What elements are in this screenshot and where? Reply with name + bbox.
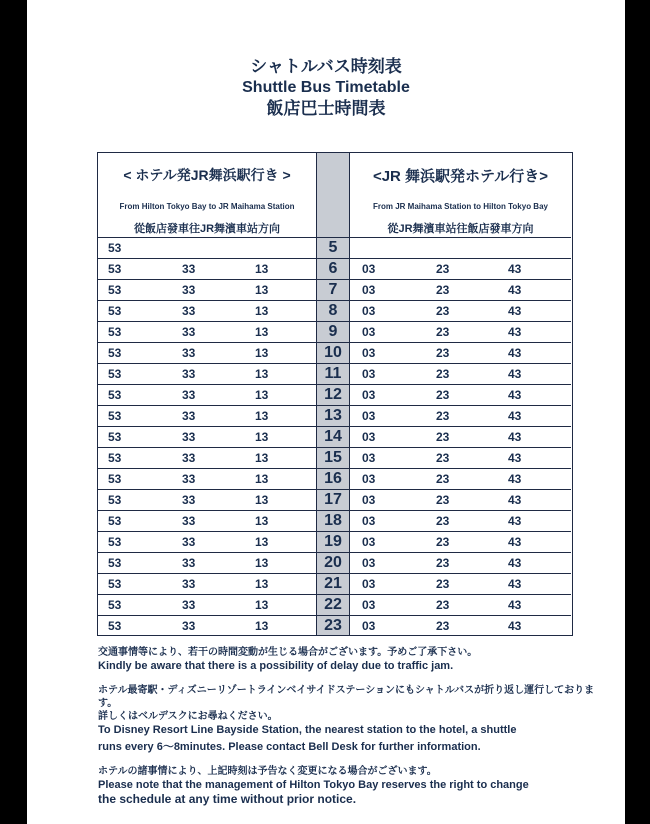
- outbound-minute: 33: [182, 451, 196, 465]
- inbound-row: [350, 238, 571, 259]
- inbound-minute: 23: [436, 262, 450, 276]
- inbound-minute: 43: [508, 493, 522, 507]
- bayside-note-jp-1: ホテル最寄駅・ディズニーリゾートラインベイサイドステーションにもシャトルバスが折り返し運行しております。: [98, 685, 595, 709]
- hour-cell: 13: [317, 406, 349, 427]
- inbound-minute: 23: [436, 430, 450, 444]
- inbound-column: [350, 153, 571, 635]
- title-japanese: シャトルバス時刻表: [250, 57, 402, 76]
- inbound-row: [350, 490, 571, 511]
- outbound-minute: 53: [108, 325, 122, 339]
- outbound-minute: 13: [255, 283, 269, 297]
- outbound-row: [98, 259, 316, 280]
- outbound-minute: 33: [182, 514, 196, 528]
- outbound-rows: [98, 237, 316, 637]
- outbound-minute: 13: [255, 346, 269, 360]
- outbound-minute: 13: [255, 472, 269, 486]
- inbound-minute: 23: [436, 556, 450, 570]
- outbound-row: [98, 553, 316, 574]
- inbound-minute: 03: [362, 556, 376, 570]
- hour-cell: 20: [317, 553, 349, 574]
- outbound-minute: 33: [182, 283, 196, 297]
- hour-column: [316, 153, 350, 635]
- outbound-row: [98, 511, 316, 532]
- page-header: [27, 56, 625, 119]
- inbound-minute: 43: [508, 262, 522, 276]
- outbound-row: [98, 490, 316, 511]
- hour-cell: 19: [317, 532, 349, 553]
- outbound-minute: 33: [182, 430, 196, 444]
- outbound-minute: 53: [108, 304, 122, 318]
- outbound-minute: 33: [182, 262, 196, 276]
- inbound-minute: 03: [362, 619, 376, 633]
- inbound-minute: 43: [508, 514, 522, 528]
- outbound-minute: 53: [108, 262, 122, 276]
- inbound-minute: 03: [362, 493, 376, 507]
- outbound-minute: 33: [182, 556, 196, 570]
- inbound-minute: 03: [362, 472, 376, 486]
- outbound-minute: 13: [255, 598, 269, 612]
- inbound-minute: 03: [362, 535, 376, 549]
- outbound-minute: 53: [108, 283, 122, 297]
- outbound-column: [98, 153, 316, 635]
- inbound-row: [350, 280, 571, 301]
- outbound-row: [98, 427, 316, 448]
- outbound-minute: 13: [255, 577, 269, 591]
- outbound-minute: 53: [108, 451, 122, 465]
- inbound-minute: 43: [508, 535, 522, 549]
- inbound-row: [350, 553, 571, 574]
- inbound-minute: 03: [362, 346, 376, 360]
- outbound-minute: 53: [108, 493, 122, 507]
- inbound-minute: 03: [362, 367, 376, 381]
- outbound-minute: 13: [255, 619, 269, 633]
- hour-cell: 22: [317, 595, 349, 616]
- outbound-minute: 13: [255, 514, 269, 528]
- outbound-minute: 53: [108, 514, 122, 528]
- inbound-minute: 03: [362, 577, 376, 591]
- inbound-minute: 23: [436, 619, 450, 633]
- inbound-minute: 23: [436, 388, 450, 402]
- bayside-note-en-2: runs every 6〜8minutes. Please contact Bell Desk for further information.: [98, 741, 481, 753]
- inbound-row: [350, 259, 571, 280]
- inbound-minute: 03: [362, 514, 376, 528]
- outbound-minute: 13: [255, 556, 269, 570]
- inbound-minute: 23: [436, 514, 450, 528]
- hour-cell: 18: [317, 511, 349, 532]
- hour-rows: [317, 237, 349, 637]
- outbound-row: [98, 385, 316, 406]
- inbound-row: [350, 511, 571, 532]
- inbound-row: [350, 301, 571, 322]
- hour-cell: 15: [317, 448, 349, 469]
- outbound-minute: 33: [182, 598, 196, 612]
- inbound-row: [350, 406, 571, 427]
- inbound-minute: 03: [362, 451, 376, 465]
- inbound-row: [350, 343, 571, 364]
- inbound-minute: 23: [436, 346, 450, 360]
- outbound-minute: 53: [108, 598, 122, 612]
- outbound-minute: 53: [108, 619, 122, 633]
- inbound-minute: 43: [508, 598, 522, 612]
- outbound-minute: 13: [255, 535, 269, 549]
- outbound-minute: 53: [108, 535, 122, 549]
- hour-cell: 21: [317, 574, 349, 595]
- outbound-row: [98, 238, 316, 259]
- inbound-minute: 43: [508, 388, 522, 402]
- bayside-note-en-1: To Disney Resort Line Bayside Station, the nearest station to the hotel, a shuttle: [98, 724, 517, 736]
- inbound-title-zh: 從JR舞濱車站往飯店發車方向: [387, 223, 534, 235]
- outbound-minute: 13: [255, 409, 269, 423]
- hour-cell: 17: [317, 490, 349, 511]
- inbound-minute: 23: [436, 283, 450, 297]
- timetable: [97, 152, 573, 636]
- outbound-minute: 53: [108, 472, 122, 486]
- outbound-row: [98, 616, 316, 637]
- inbound-row: [350, 469, 571, 490]
- inbound-rows: [350, 237, 571, 637]
- outbound-minute: 13: [255, 388, 269, 402]
- inbound-row: [350, 427, 571, 448]
- inbound-row: [350, 595, 571, 616]
- inbound-row: [350, 616, 571, 637]
- inbound-minute: 03: [362, 325, 376, 339]
- outbound-minute: 53: [108, 388, 122, 402]
- outbound-minute: 33: [182, 325, 196, 339]
- hour-cell: 6: [317, 259, 349, 280]
- inbound-minute: 03: [362, 304, 376, 318]
- inbound-minute: 23: [436, 367, 450, 381]
- inbound-minute: 43: [508, 283, 522, 297]
- hour-cell: 9: [317, 322, 349, 343]
- outbound-minute: 53: [108, 556, 122, 570]
- inbound-minute: 43: [508, 325, 522, 339]
- delay-note-jp: 交通事情等により、若干の時間変動が生じる場合がございます。予めご了承下さい。: [98, 647, 478, 658]
- outbound-minute: 53: [108, 430, 122, 444]
- outbound-title-en: From Hilton Tokyo Bay to JR Maihama Station: [119, 202, 295, 211]
- inbound-minute: 23: [436, 409, 450, 423]
- outbound-minute: 13: [255, 304, 269, 318]
- hour-cell: 12: [317, 385, 349, 406]
- outbound-minute: 33: [182, 493, 196, 507]
- inbound-row: [350, 385, 571, 406]
- inbound-minute: 03: [362, 283, 376, 297]
- inbound-minute: 43: [508, 367, 522, 381]
- hour-cell: 11: [317, 364, 349, 385]
- inbound-minute: 43: [508, 577, 522, 591]
- title-chinese: 飯店巴士時間表: [266, 99, 386, 118]
- outbound-row: [98, 280, 316, 301]
- inbound-minute: 03: [362, 262, 376, 276]
- outbound-title-jp: < ホテル発JR舞浜駅行き >: [123, 167, 291, 183]
- inbound-minute: 43: [508, 472, 522, 486]
- outbound-minute: 33: [182, 346, 196, 360]
- outbound-row: [98, 301, 316, 322]
- outbound-minute: 33: [182, 388, 196, 402]
- inbound-minute: 23: [436, 325, 450, 339]
- outbound-minute: 53: [108, 367, 122, 381]
- outbound-minute: 13: [255, 430, 269, 444]
- inbound-minute: 03: [362, 409, 376, 423]
- outbound-minute: 33: [182, 577, 196, 591]
- outbound-minute: 53: [108, 409, 122, 423]
- inbound-minute: 43: [508, 619, 522, 633]
- inbound-minute: 23: [436, 472, 450, 486]
- outbound-row: [98, 406, 316, 427]
- inbound-minute: 23: [436, 535, 450, 549]
- outbound-minute: 33: [182, 304, 196, 318]
- outbound-minute: 13: [255, 367, 269, 381]
- outbound-minute: 33: [182, 409, 196, 423]
- title-english: Shuttle Bus Timetable: [242, 79, 410, 96]
- outbound-minute: 13: [255, 451, 269, 465]
- bayside-note-jp-2: 詳しくはベルデスクにお尋ねください。: [98, 711, 278, 722]
- inbound-minute: 23: [436, 304, 450, 318]
- outbound-minute: 13: [255, 325, 269, 339]
- inbound-row: [350, 574, 571, 595]
- inbound-minute: 43: [508, 346, 522, 360]
- inbound-minute: 43: [508, 556, 522, 570]
- outbound-row: [98, 364, 316, 385]
- delay-note-en: Kindly be aware that there is a possibility of delay due to traffic jam.: [98, 660, 454, 672]
- hour-cell: 5: [317, 238, 349, 259]
- hour-cell: 16: [317, 469, 349, 490]
- timetable-page: [27, 0, 625, 824]
- inbound-minute: 43: [508, 451, 522, 465]
- hour-cell: 8: [317, 301, 349, 322]
- change-note-en-1: Please note that the management of Hilton Tokyo Bay reserves the right to change: [98, 779, 529, 791]
- outbound-minute: 53: [108, 346, 122, 360]
- inbound-minute: 43: [508, 430, 522, 444]
- outbound-title-zh: 從飯店發車往JR舞濱車站方向: [133, 223, 281, 235]
- inbound-minute: 03: [362, 388, 376, 402]
- inbound-minute: 23: [436, 577, 450, 591]
- inbound-row: [350, 364, 571, 385]
- inbound-minute: 23: [436, 451, 450, 465]
- hour-cell: 23: [324, 617, 342, 634]
- outbound-minute: 53: [108, 577, 122, 591]
- outbound-minute: 13: [255, 262, 269, 276]
- outbound-row: [98, 574, 316, 595]
- inbound-title-jp: <JR 舞浜駅発ホテル行き>: [372, 168, 549, 185]
- hour-cell: 14: [317, 427, 349, 448]
- outbound-minute: 13: [255, 493, 269, 507]
- outbound-row: [98, 469, 316, 490]
- outbound-row: [98, 322, 316, 343]
- outbound-row: [98, 343, 316, 364]
- inbound-minute: 23: [436, 493, 450, 507]
- outbound-row: [98, 595, 316, 616]
- inbound-minute: 43: [508, 304, 522, 318]
- outbound-minute: 33: [182, 472, 196, 486]
- inbound-minute: 43: [508, 409, 522, 423]
- change-note-jp: ホテルの諸事情により、上記時刻は予告なく変更になる場合がございます。: [98, 766, 437, 777]
- inbound-row: [350, 322, 571, 343]
- inbound-row: [350, 532, 571, 553]
- outbound-minute: 53: [108, 241, 122, 255]
- inbound-minute: 23: [436, 598, 450, 612]
- outbound-minute: 33: [182, 619, 196, 633]
- inbound-title-en: From JR Maihama Station to Hilton Tokyo Bay: [373, 202, 548, 211]
- notes: [98, 646, 598, 807]
- outbound-row: [98, 448, 316, 469]
- hour-cell: 10: [317, 343, 349, 364]
- outbound-row: [98, 532, 316, 553]
- outbound-minute: 33: [182, 367, 196, 381]
- inbound-minute: 03: [362, 598, 376, 612]
- inbound-minute: 03: [362, 430, 376, 444]
- inbound-row: [350, 448, 571, 469]
- change-note-en-2: the schedule at any time without prior notice.: [98, 792, 357, 806]
- hour-cell: 7: [317, 280, 349, 301]
- outbound-minute: 33: [182, 535, 196, 549]
